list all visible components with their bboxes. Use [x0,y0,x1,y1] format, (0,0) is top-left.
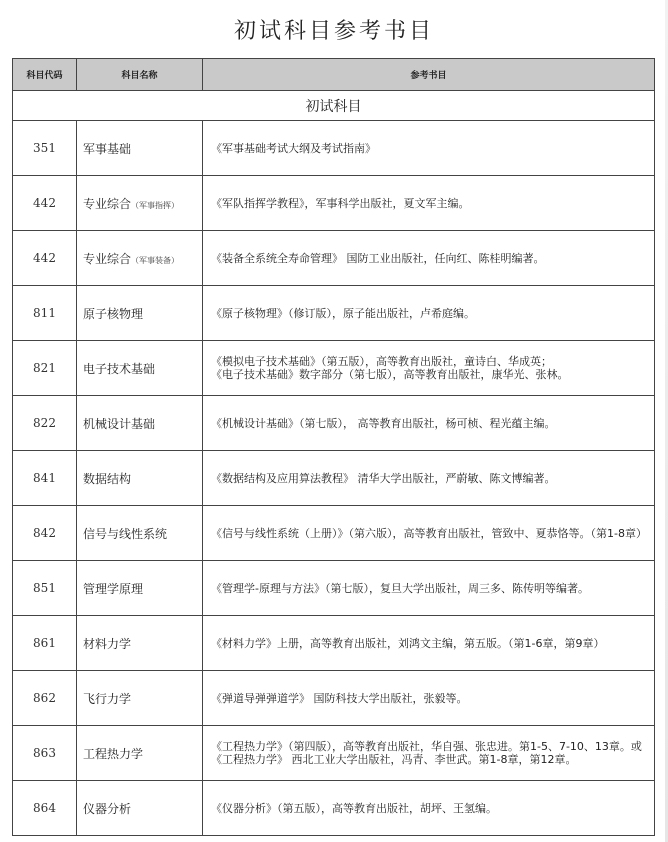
table-row [13,341,655,396]
reference-books-table-frame [12,58,654,834]
subject-name [77,341,203,396]
subject-name [77,506,203,561]
subject-name [77,176,203,231]
section-label: 初试科目 [13,91,655,121]
reference-book: 《军队指挥学教程》，军事科学出版社，夏文军主编。 [203,176,655,231]
subject-name-text: 军事基础 [83,141,132,156]
subject-code: 864 [13,781,77,836]
subject-name-text: 管理学原理 [83,581,144,596]
subject-name [77,286,203,341]
subject-name-sub: （军事装备） [131,255,180,265]
subject-name-text: 材料力学 [83,636,132,651]
subject-code: 811 [13,286,77,341]
subject-name [77,726,203,781]
table-row [13,396,655,451]
table-row [13,616,655,671]
reference-book: 《仪器分析》（第五版），高等教育出版社，胡坪、王氢编。 [203,781,655,836]
reference-book: 《军事基础考试大纲及考试指南》 [203,121,655,176]
subject-name-text: 原子核物理 [83,306,144,321]
table-row [13,781,655,836]
subject-code: 442 [13,231,77,286]
reference-book: 《机械设计基础》（第七版）， 高等教育出版社，杨可桢、程光蕴主编。 [203,396,655,451]
subject-name [77,231,203,286]
header-book: 参考书目 [203,59,655,91]
table-row [13,671,655,726]
subject-name-text: 专业综合 [83,196,132,211]
subject-name-text: 数据结构 [83,471,132,486]
reference-books-table [12,58,655,836]
reference-book: 《数据结构及应用算法教程》 清华大学出版社，严蔚敏、陈文博编著。 [203,451,655,506]
subject-name [77,121,203,176]
subject-name [77,451,203,506]
table-row [13,231,655,286]
subject-name-text: 工程热力学 [83,746,144,761]
reference-book: 《管理学-原理与方法》（第七版），复旦大学出版社，周三多、陈传明等编著。 [203,561,655,616]
reference-book: 《材料力学》上册，高等教育出版社，刘鸿文主编，第五版。（第1-6章，第9章） [203,616,655,671]
subject-name-text: 机械设计基础 [83,416,156,431]
reference-book: 《装备全系统全寿命管理》 国防工业出版社，任向红、陈桂明编著。 [203,231,655,286]
subject-name [77,616,203,671]
subject-name [77,671,203,726]
reference-book-line-2: 《电子技术基础》数字部分（第七版），高等教育出版社，康华光、张林。 [211,368,569,381]
subject-name-text: 电子技术基础 [83,361,156,376]
reference-book: 《信号与线性系统（上册）》（第六版），高等教育出版社，管致中、夏恭恪等。（第1-8章） [203,506,655,561]
subject-name-text: 仪器分析 [83,801,132,816]
subject-name [77,561,203,616]
subject-code: 351 [13,121,77,176]
subject-code: 821 [13,341,77,396]
table-row [13,176,655,231]
subject-name-text: 专业综合 [83,251,132,266]
subject-name [77,396,203,451]
table-row [13,451,655,506]
table-row [13,726,655,781]
subject-code: 863 [13,726,77,781]
table-row [13,286,655,341]
header-code: 科目代码 [13,59,77,91]
subject-code: 842 [13,506,77,561]
subject-code: 861 [13,616,77,671]
reference-book [203,341,655,396]
subject-code: 851 [13,561,77,616]
subject-name-text: 飞行力学 [83,691,132,706]
table-row [13,506,655,561]
subject-code: 862 [13,671,77,726]
reference-book: 《弹道导弹弹道学》 国防科技大学出版社，张毅等。 [203,671,655,726]
subject-name [77,781,203,836]
page-title: 初试科目参考书目 [233,19,434,44]
reference-book: 《工程热力学》（第四版），高等教育出版社，华自强、张忠进。第1-5、7-10、13章。或《工程热力学》 西北工业大学出版社，冯青、李世武。第1-8章，第12章。 [203,726,655,781]
section-row [13,91,655,121]
subject-name-text: 信号与线性系统 [83,526,168,541]
table-row [13,121,655,176]
header-name: 科目名称 [77,59,203,91]
subject-code: 442 [13,176,77,231]
subject-name-sub: （军事指挥） [131,200,180,210]
reference-book: 《原子核物理》（修订版），原子能出版社，卢希庭编。 [203,286,655,341]
reference-book-line-1: 《模拟电子技术基础》（第五版），高等教育出版社，童诗白、华成英； [211,355,552,368]
table-header-row [13,59,655,91]
table-row [13,561,655,616]
subject-code: 841 [13,451,77,506]
subject-code: 822 [13,396,77,451]
